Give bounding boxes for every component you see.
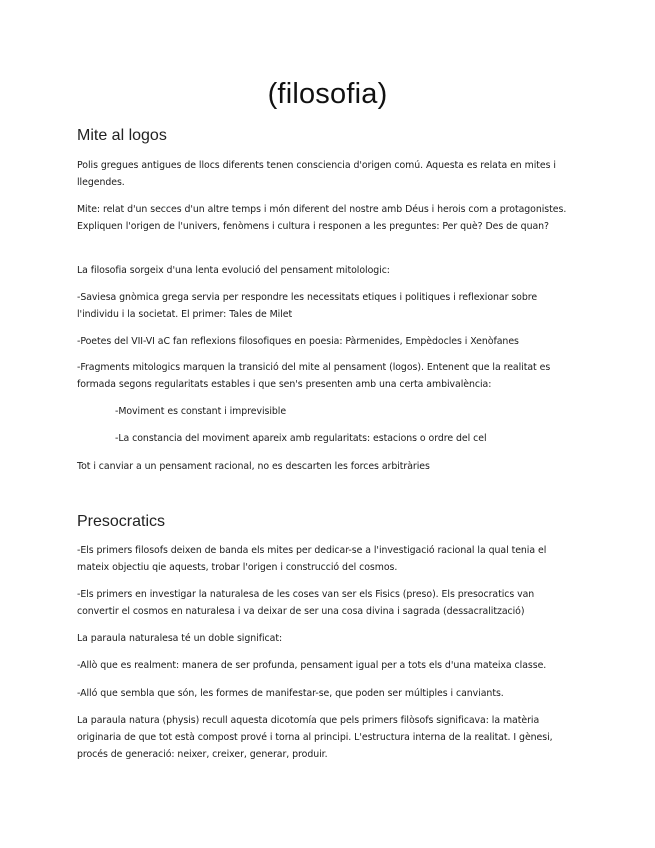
document-title: (filosofia) (267, 78, 388, 110)
paragraph: -Els primers en investigar la naturalesa de les coses van ser els Fisics (preso). Els presocratics van convertir el cosmos en naturalesa i va deixar de ser una cosa divina i sagrada (dessacralització) (77, 589, 535, 617)
section-heading-mite-al-logos: Mite al logos (77, 127, 167, 144)
paragraph: Mite: relat d'un secces d'un altre temps i món diferent del nostre amb Déus i herois com a protagonistes. Expliquen l'origen de l'univers, fenòmens i cultura i responen a les preguntes: Per què? Des de quan? (77, 204, 567, 232)
paragraph: -Fragments mitologics marquen la transició del mite al pensament (logos). Entenent que la realitat es formada segons regularitats estables i que sen's presenten amb una certa ambivalència: (77, 362, 551, 390)
paragraph: -Els primers filosofs deixen de banda els mites per dedicar-se a l'investigació racional la qual tenia el mateix objectiu qie aquests, trobar l'origen i construcció del cosmos. (77, 545, 547, 573)
paragraph: -Saviesa gnòmica grega servia per respondre les necessitats etiques i politiques i reflexionar sobre l'individu i la societat. El primer: Tales de Milet (77, 292, 538, 320)
paragraph: La paraula naturalesa té un doble significat: (77, 633, 283, 644)
paragraph: Tot i canviar a un pensament racional, no es descarten les forces arbitràries (77, 461, 430, 472)
paragraph: -Alló que sembla que són, les formes de manifestar-se, que poden ser múltiples i canviants. (77, 688, 504, 699)
paragraph: -Poetes del VII-VI aC fan reflexions filosofiques en poesia: Pàrmenides, Empèdocles i Xenòfanes (77, 336, 519, 347)
section-heading-presocratics: Presocratics (77, 513, 166, 530)
indented-paragraph: -Moviment es constant i imprevisible (115, 406, 287, 417)
indented-paragraph: -La constancia del moviment apareix amb regularitats: estacions o ordre del cel (115, 433, 487, 444)
paragraph: Polis gregues antigues de llocs diferents tenen consciencia d'origen comú. Aquesta es relata en mites i llegendes. (77, 160, 556, 188)
paragraph: -Allò que es realment: manera de ser profunda, pensament igual per a tots els d'una mateixa classe. (77, 660, 547, 671)
paragraph: La filosofia sorgeix d'una lenta evolució del pensament mitolologic: (77, 265, 390, 276)
paragraph: La paraula natura (physis) recull aquesta dicotomía que pels primers filòsofs significava: la matèria originaria de que tot està compost prové i torna al principi. L'estructura interna de la realitat. I gènesi, procés de generació: neixer, creixer, generar, produir. (77, 715, 553, 760)
